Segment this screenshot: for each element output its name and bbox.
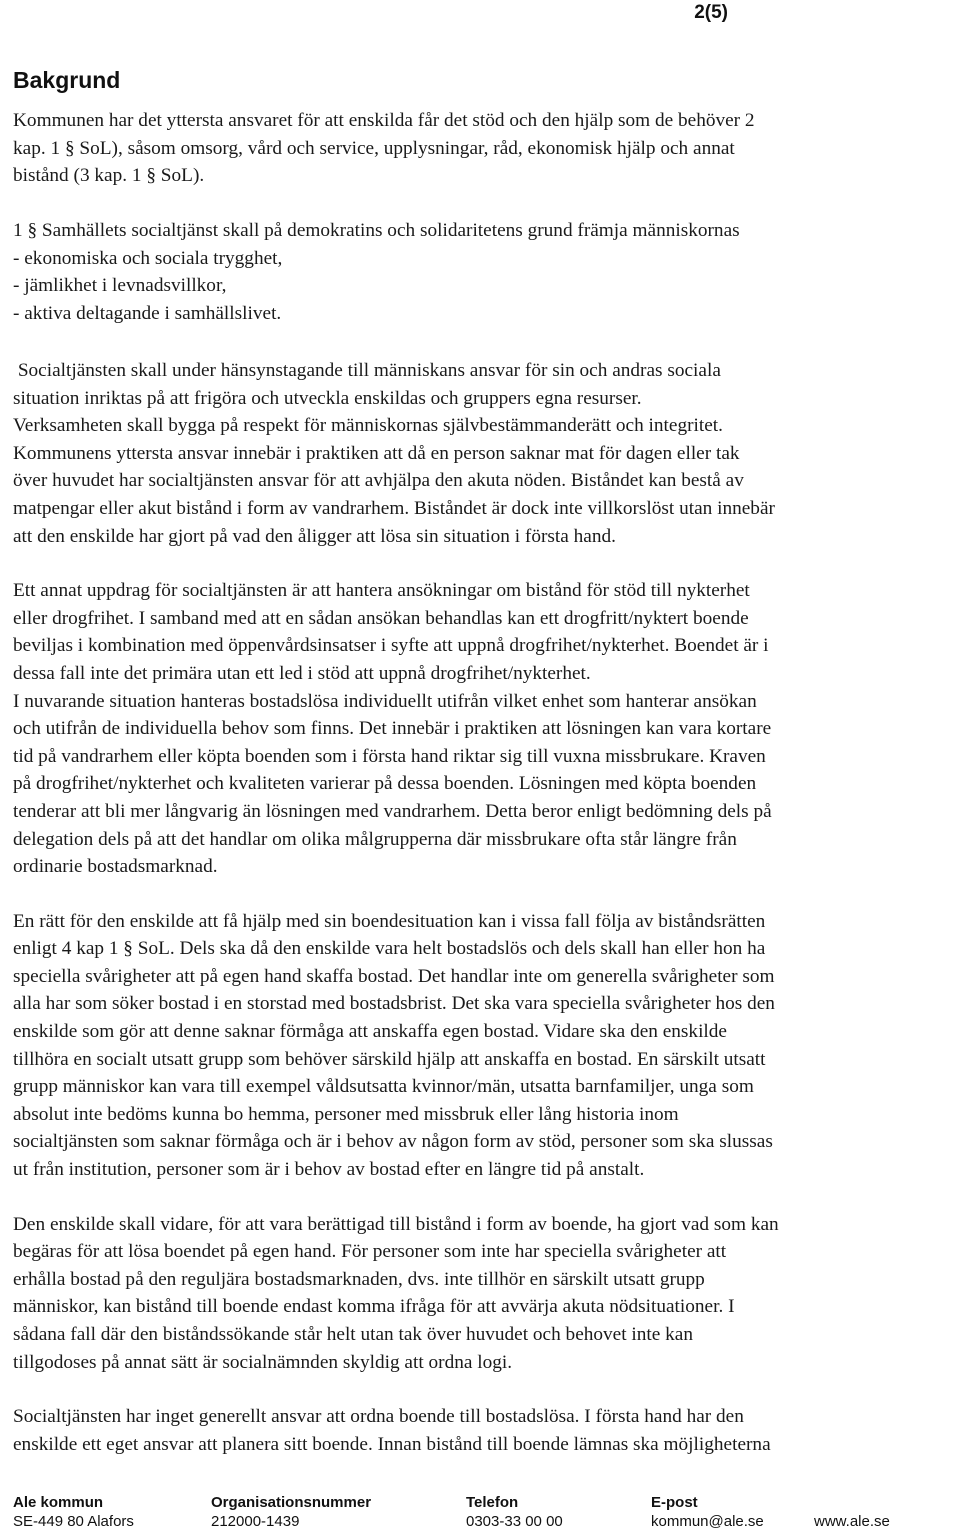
text-line: 1 § Samhällets socialtjänst skall på demokratins och solidaritetens grund främja människornas xyxy=(13,220,740,241)
text-line: alla har som söker bostad i en storstad med bostadsbrist. Det ska vara speciella svårigheter hos den xyxy=(13,993,775,1015)
text-line: ut från institution, personer som är i behov av bostad efter en längre tid på anstalt. xyxy=(13,1159,645,1181)
text-line: eller drogfrihet. I samband med att en sådan ansökan behandlas kan ett drogfritt/nyktert boende xyxy=(13,607,749,629)
text-line: enskilde som gör att denne saknar förmåga att anskaffa egen bostad. Vidare ska den enskilde xyxy=(13,1021,727,1043)
footer-label-phone: Telefon xyxy=(466,1494,519,1511)
footer-email[interactable]: kommun@ale.se xyxy=(651,1513,764,1530)
text-line: speciella svårigheter att på egen hand skaffa bostad. Det handlar inte om generella svårigheter som xyxy=(13,965,775,987)
text-line: Kommunens yttersta ansvar innebär i praktiken att då en person saknar mat för dagen eller tak xyxy=(13,442,740,464)
footer-phone: 0303-33 00 00 xyxy=(466,1513,563,1530)
text-line: Socialtjänsten har inget generellt ansvar att ordna boende till bostadslösa. I första hand har den xyxy=(13,1406,744,1428)
law-quote-paragraph xyxy=(13,217,947,327)
text-line: att den enskilde har gjort på vad den åligger att lösa sin situation i första hand. xyxy=(13,525,616,547)
footer-website[interactable]: www.ale.se xyxy=(814,1513,890,1530)
text-line: En rätt för den enskilde att få hjälp med sin boendesituation kan i vissa fall följa av biståndsrätten xyxy=(13,910,766,932)
text-line: beviljas i kombination med öppenvårdsinsatser i syfte att uppnå drogfrihet/nykterhet. Boendet är i xyxy=(13,635,769,657)
text-line: - jämlikhet i levnadsvillkor, xyxy=(13,275,227,297)
main-text xyxy=(13,357,947,1458)
text-line: på drogfrihet/nykterhet och kvaliteten varierar på dessa boenden. Lösningen med köpta boenden xyxy=(13,773,757,795)
text-line: socialtjänsten som saknar förmåga och är i behov av någon form av stöd, personer som ska slussas xyxy=(13,1131,773,1153)
text-line: tillgodoses på annat sätt är socialnämnden skyldig att ordna logi. xyxy=(13,1351,513,1373)
text-line: Kommunen har det yttersta ansvaret för att enskilda får det stöd och den hjälp som de behöver 2 xyxy=(13,110,755,131)
text-line: - aktiva deltagande i samhällslivet. xyxy=(13,302,282,324)
text-line: - ekonomiska och sociala trygghet, xyxy=(13,247,283,269)
footer-label-email: E-post xyxy=(651,1494,698,1511)
text-line: sådana fall där den biståndssökande står helt utan tak över huvudet och behovet inte kan xyxy=(13,1324,693,1345)
paragraph-housing-right xyxy=(13,908,947,1184)
footer-label-org-number: Organisationsnummer xyxy=(211,1494,372,1511)
paragraph-own-effort xyxy=(13,1211,947,1377)
footer-address: SE-449 80 Alafors xyxy=(13,1513,134,1530)
text-line: Socialtjänsten skall under hänsynstagande till människans ansvar för sin och andras sociala xyxy=(13,360,721,381)
section-heading: Bakgrund xyxy=(13,67,121,93)
text-line: enskilde ett eget ansvar att planera sitt boende. Innan bistånd till boende lämnas ska möjligheterna xyxy=(13,1433,771,1455)
text-line: bistånd (3 kap. 1 § SoL). xyxy=(13,165,205,187)
footer-org-number: 212000-1439 xyxy=(211,1513,300,1530)
text-line: situation inriktas på att frigöra och utveckla enskildas och gruppers egna resurser. xyxy=(13,387,642,409)
text-line: tenderar att bli mer långvarig än lösningen med vandrarhem. Detta beror enligt bedömning dels på xyxy=(13,800,772,822)
text-line: över huvudet har socialtjänsten ansvar för att avhjälpa den akuta nöden. Biståndet kan bestå av xyxy=(13,470,744,492)
text-line: delegation dels på att det handlar om olika målgrupperna där missbrukare ofta står längre från xyxy=(13,828,737,850)
text-line: begäras för att lösa boendet på egen hand. För personer som inte har speciella svårigheter att xyxy=(13,1241,727,1263)
page-number: 2(5) xyxy=(694,2,728,23)
text-line: I nuvarande situation hanteras bostadslösa individuellt utifrån vilket enhet som hanterar ansökan xyxy=(13,690,757,712)
text-line: tid på vandrarhem eller köpta boenden som i första hand riktar sig till vuxna missbrukare. Kraven xyxy=(13,745,766,767)
text-line: ordinarie bostadsmarknad. xyxy=(13,856,218,878)
text-line: grupp människor kan vara till exempel våldsutsatta kvinnor/män, utsatta barnfamiljer, unga som xyxy=(13,1076,754,1098)
paragraph-sobriety xyxy=(13,577,947,881)
text-line: kap. 1 § SoL), såsom omsorg, vård och service, upplysningar, råd, ekonomisk hjälp och annat xyxy=(13,137,735,159)
text-line: dessa fall inte det primära utan ett led i stöd att uppnå drogfrihet/nykterhet. xyxy=(13,662,591,684)
text-line: Verksamheten skall bygga på respekt för människornas självbestämmanderätt och integritet. xyxy=(13,415,723,437)
text-line: tillhöra en socialt utsatt grupp som behöver särskild hjälp att anskaffa en bostad. En särskilt utsatt xyxy=(13,1048,766,1070)
footer-label-web xyxy=(814,1493,934,1512)
page-footer xyxy=(13,1493,947,1531)
footer-value-row xyxy=(13,1512,947,1531)
paragraph-general-responsibility xyxy=(13,1403,947,1458)
footer-label-organization: Ale kommun xyxy=(13,1494,104,1511)
intro-paragraph xyxy=(13,107,947,190)
text-line: människor, kan bistånd till boende endast komma ifråga för att avvärja akuta nödsituationer. I xyxy=(13,1296,735,1318)
text-line: matpengar eller akut bistånd i form av vandrarhem. Biståndet är dock inte villkorslöst utan innebär xyxy=(13,497,775,519)
text-line: erhålla bostad på den reguljära bostadsmarknaden, dvs. inte tillhör en särskilt utsatt grupp xyxy=(13,1268,705,1290)
paragraph-responsibility xyxy=(13,357,947,550)
text-line: absolut inte bedöms kunna bo hemma, personer med missbruk eller lång historia inom xyxy=(13,1103,679,1125)
text-line: Ett annat uppdrag för socialtjänsten är att hantera ansökningar om bistånd för stöd till nykterhet xyxy=(13,580,750,602)
text-line: Den enskilde skall vidare, för att vara berättigad till bistånd i form av boende, ha gjort vad som kan xyxy=(13,1213,779,1235)
text-line: enligt 4 kap 1 § SoL. Dels ska då den enskilde vara helt bostadslös och dels skall han eller hon ha xyxy=(13,938,766,960)
footer-header-row xyxy=(13,1493,947,1512)
text-line: och utifrån de individuella behov som finns. Det innebär i praktiken att lösningen kan vara kortare xyxy=(13,718,772,740)
